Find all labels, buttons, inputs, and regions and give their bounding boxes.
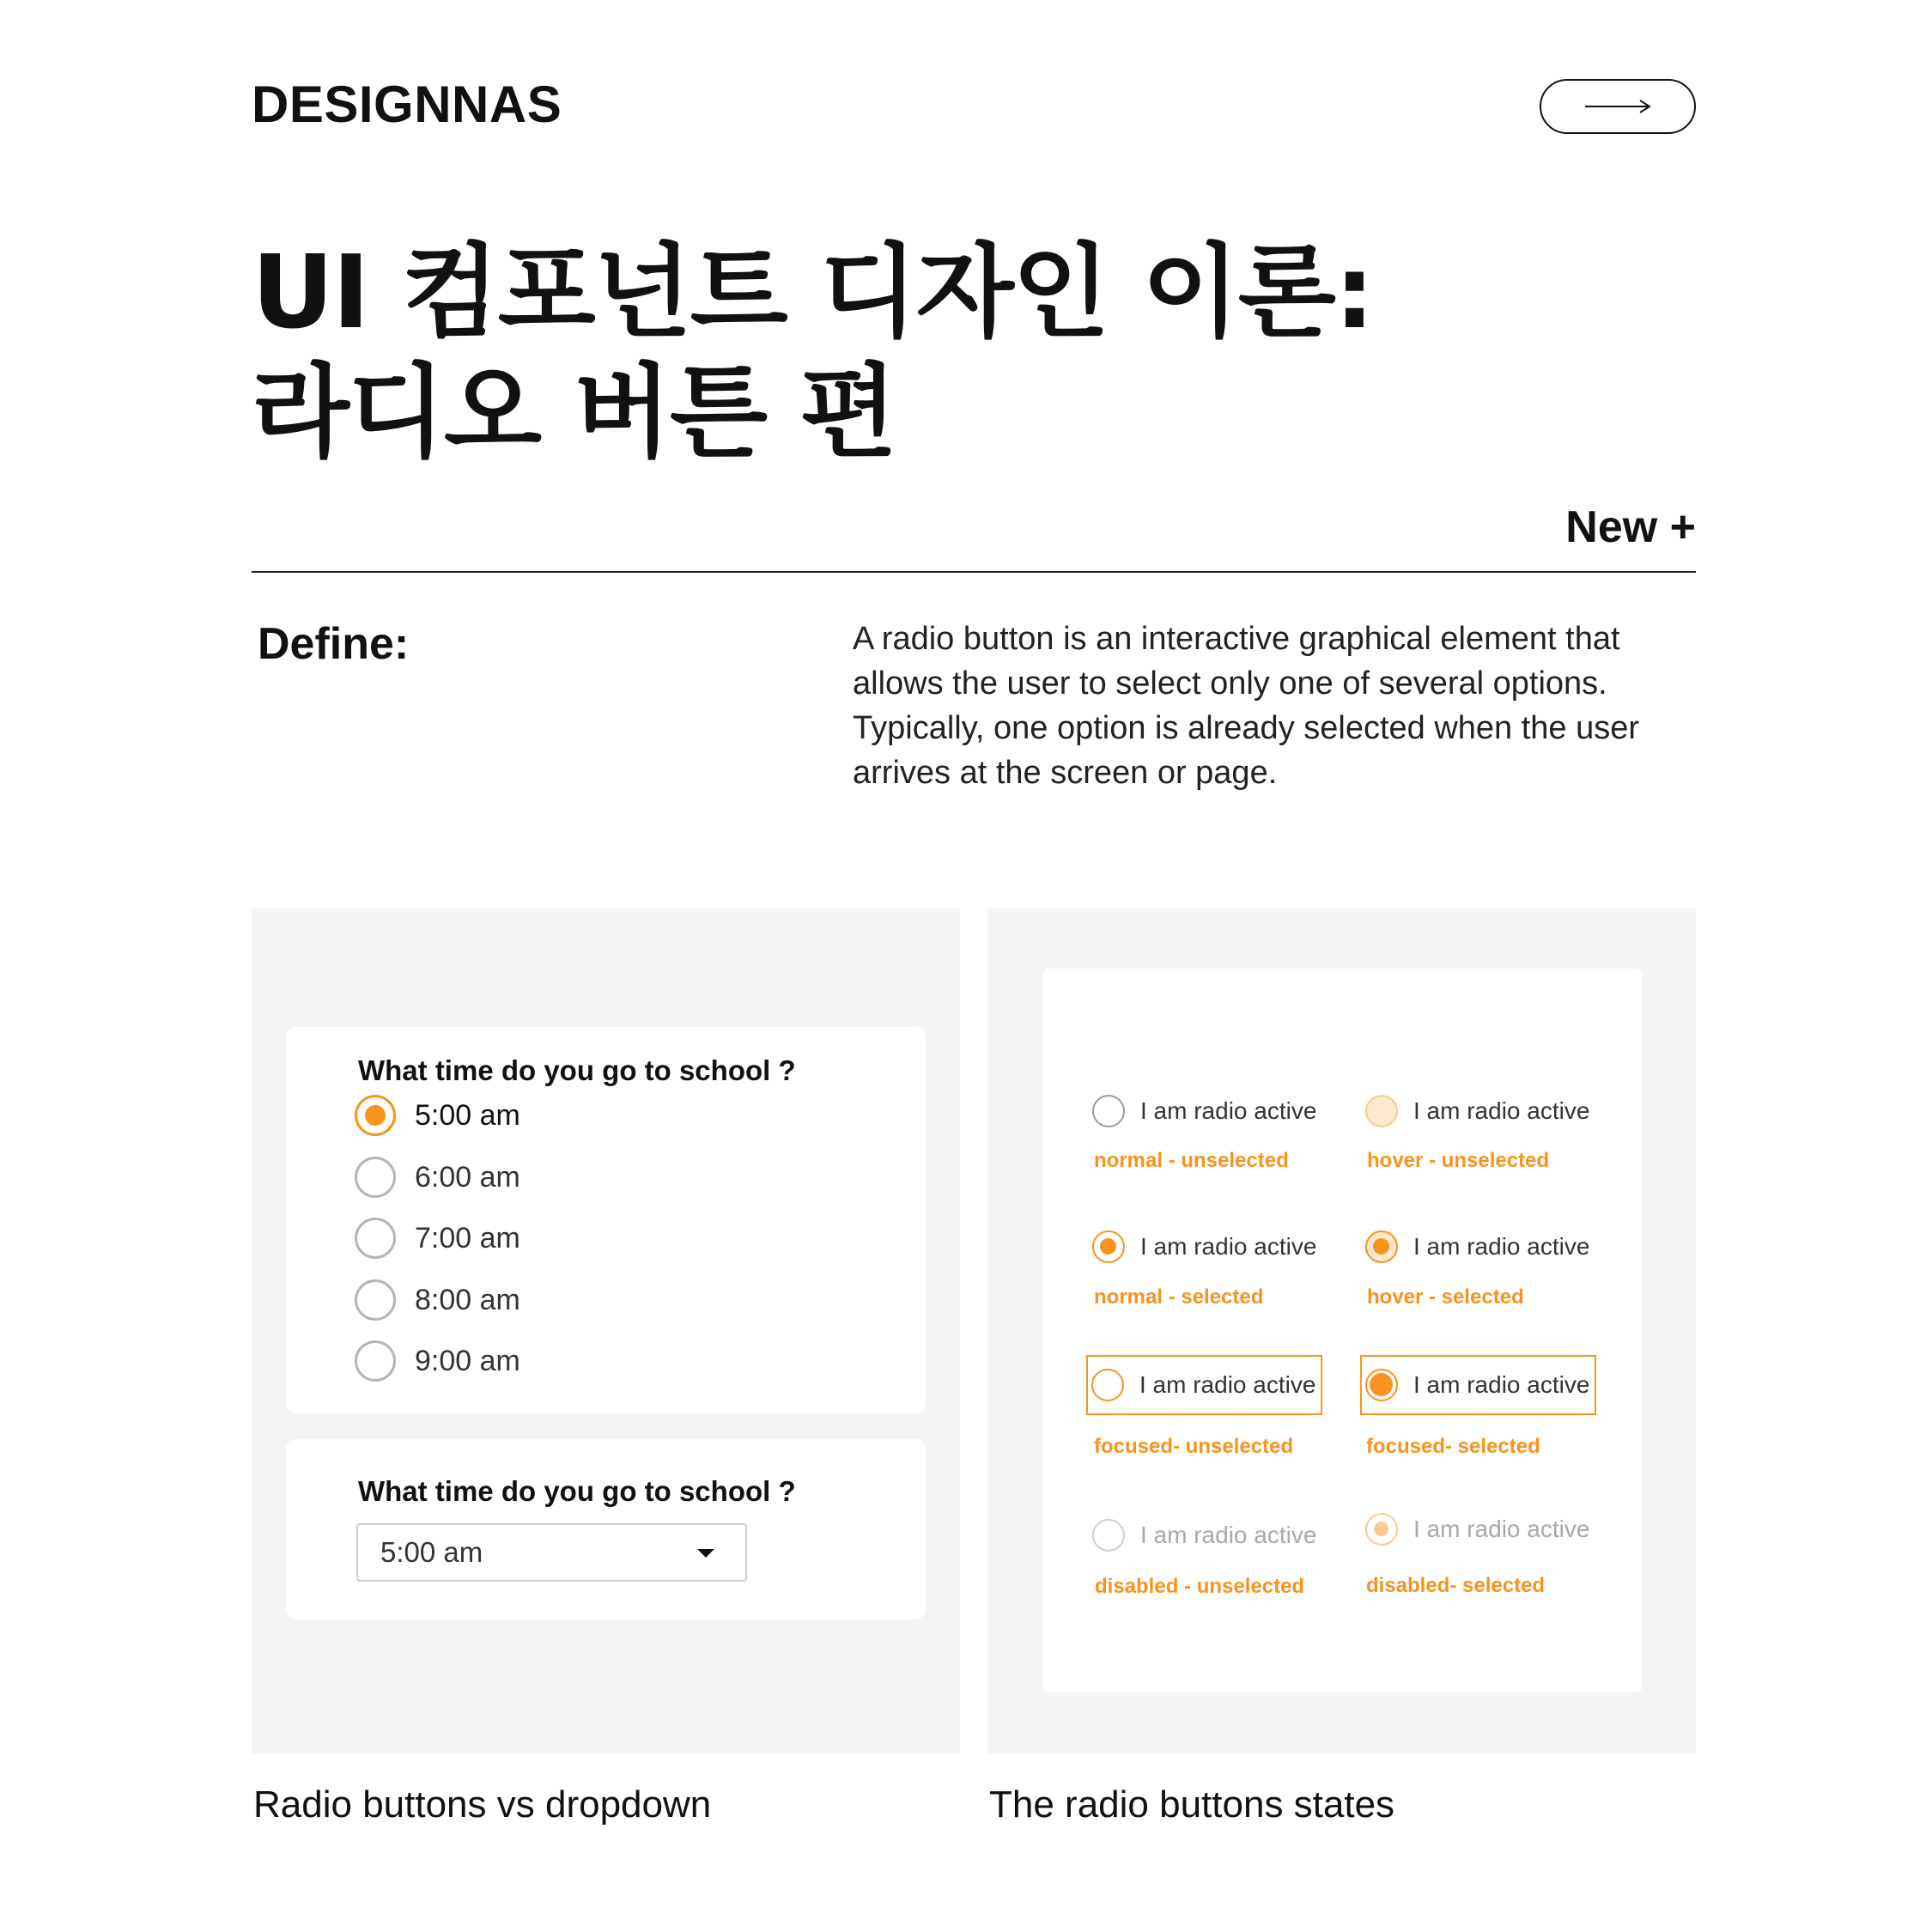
state-label: I am radio active bbox=[1413, 1233, 1590, 1260]
radio-hover-unselected[interactable] bbox=[1365, 1087, 1589, 1135]
page-title: UI 컴포넌트 디자인 이론: 라디오 버튼 편 bbox=[252, 233, 1374, 471]
radio-focused-unselected[interactable] bbox=[1086, 1355, 1322, 1415]
states-card bbox=[1043, 969, 1642, 1692]
radio-disabled-selected-icon bbox=[1365, 1513, 1398, 1546]
next-button[interactable] bbox=[1540, 79, 1696, 134]
state-label: I am radio active bbox=[1140, 1097, 1317, 1124]
state-label: I am radio active bbox=[1139, 1371, 1316, 1398]
radio-option-label: 6:00 am bbox=[415, 1160, 520, 1194]
radio-hover-selected[interactable] bbox=[1365, 1223, 1589, 1271]
radio-group-card bbox=[286, 1027, 926, 1413]
state-caption: hover - selected bbox=[1367, 1285, 1524, 1309]
define-label: Define: bbox=[258, 619, 410, 669]
right-panel-caption: The radio buttons states bbox=[989, 1783, 1395, 1826]
radio-unselected-icon bbox=[355, 1157, 396, 1198]
state-caption: hover - unselected bbox=[1367, 1149, 1550, 1172]
radio-unselected-icon bbox=[355, 1279, 396, 1321]
radio-normal-selected[interactable] bbox=[1092, 1223, 1316, 1271]
radio-option-label: 9:00 am bbox=[415, 1344, 520, 1377]
state-caption: normal - selected bbox=[1094, 1285, 1264, 1309]
state-caption: focused- selected bbox=[1366, 1435, 1540, 1458]
new-tag: New + bbox=[1565, 502, 1696, 552]
dropdown-question: What time do you go to school ? bbox=[358, 1475, 796, 1507]
radio-option-7am[interactable] bbox=[355, 1217, 520, 1260]
radio-disabled-unselected bbox=[1092, 1511, 1316, 1559]
radio-option-label: 8:00 am bbox=[415, 1283, 520, 1316]
radio-unselected-icon bbox=[355, 1340, 396, 1382]
dropdown-value: 5:00 am bbox=[380, 1536, 483, 1568]
state-label: I am radio active bbox=[1140, 1522, 1317, 1548]
radio-option-5am[interactable] bbox=[355, 1094, 520, 1137]
radio-option-6am[interactable] bbox=[355, 1156, 520, 1199]
state-label: I am radio active bbox=[1140, 1233, 1317, 1260]
radio-disabled-selected bbox=[1365, 1505, 1589, 1553]
radio-unselected-icon bbox=[1092, 1095, 1125, 1127]
radio-option-label: 5:00 am bbox=[415, 1098, 520, 1132]
state-caption: disabled - unselected bbox=[1095, 1575, 1305, 1598]
radio-focused-selected[interactable] bbox=[1360, 1355, 1596, 1415]
state-caption: focused- unselected bbox=[1094, 1435, 1294, 1458]
radio-option-9am[interactable] bbox=[355, 1340, 520, 1382]
radio-vs-dropdown-panel bbox=[252, 908, 960, 1753]
state-label: I am radio active bbox=[1413, 1516, 1590, 1542]
define-description: A radio button is an interactive graphical element that allows the user to select only one of several options. Typically, one option is already selected when the user arrives at the screen or page. bbox=[853, 621, 1640, 791]
radio-unselected-icon bbox=[355, 1218, 396, 1259]
radio-states-panel bbox=[987, 908, 1696, 1753]
radio-hover-selected-icon bbox=[1365, 1230, 1398, 1263]
radio-focused-selected-icon bbox=[1365, 1369, 1398, 1401]
brand-logo: DESIGNNAS bbox=[252, 76, 562, 133]
radio-selected-icon bbox=[1092, 1230, 1125, 1263]
radio-option-8am[interactable] bbox=[355, 1279, 520, 1321]
arrow-right-icon bbox=[1583, 98, 1652, 115]
dropdown-card bbox=[286, 1439, 926, 1619]
state-caption: disabled- selected bbox=[1366, 1574, 1546, 1597]
state-label: I am radio active bbox=[1413, 1371, 1590, 1398]
radio-focused-icon bbox=[1091, 1369, 1124, 1401]
radio-hover-icon bbox=[1365, 1095, 1398, 1127]
radio-normal-unselected[interactable] bbox=[1092, 1087, 1316, 1135]
divider bbox=[252, 571, 1696, 573]
radio-selected-icon bbox=[355, 1095, 396, 1136]
radio-question: What time do you go to school ? bbox=[358, 1054, 796, 1086]
radio-disabled-icon bbox=[1092, 1519, 1125, 1552]
left-panel-caption: Radio buttons vs dropdown bbox=[253, 1783, 712, 1826]
state-caption: normal - unselected bbox=[1094, 1149, 1289, 1172]
state-label: I am radio active bbox=[1413, 1097, 1590, 1124]
caret-down-icon bbox=[697, 1549, 714, 1558]
radio-option-label: 7:00 am bbox=[415, 1221, 520, 1255]
time-dropdown[interactable] bbox=[356, 1523, 747, 1582]
